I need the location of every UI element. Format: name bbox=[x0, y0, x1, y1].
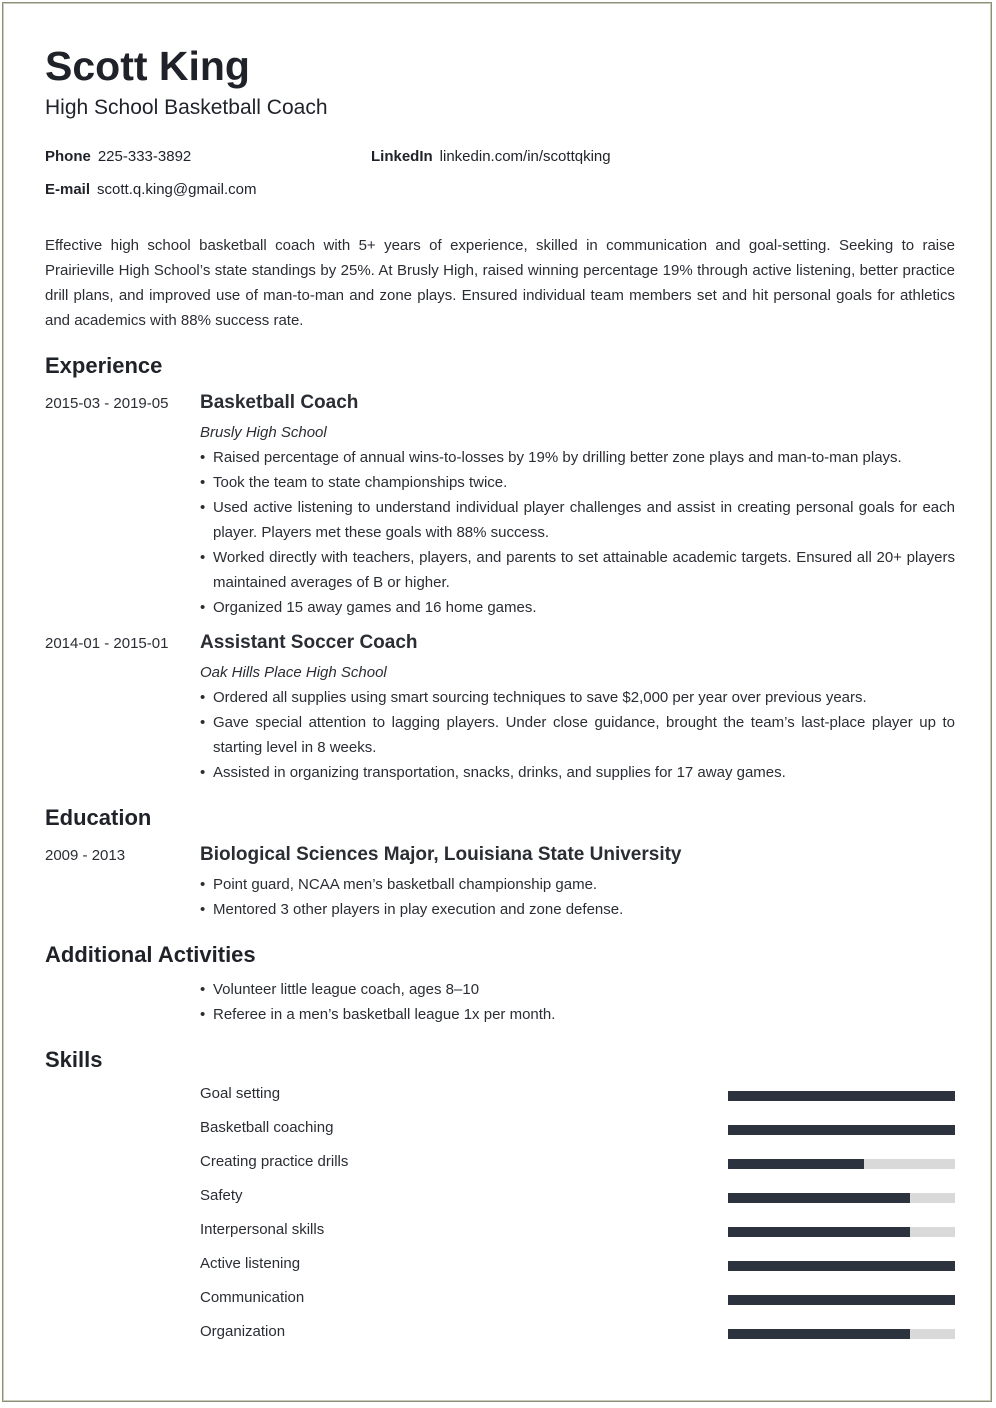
skill-level-fill bbox=[728, 1295, 955, 1305]
job-1-role: Basketball Coach bbox=[200, 392, 359, 413]
list-item: • Ordered all supplies using smart sourcing techniques to save $2,000 per year over previous years. bbox=[200, 685, 955, 710]
skills-heading: Skills bbox=[45, 1047, 103, 1072]
skill-level-fill bbox=[728, 1091, 955, 1101]
contact-phone bbox=[45, 148, 191, 165]
education-bullets bbox=[200, 872, 955, 922]
skill-row bbox=[200, 1119, 955, 1139]
skill-level-fill bbox=[728, 1261, 955, 1271]
linkedin-value: linkedin.com/in/scottqking bbox=[439, 148, 611, 165]
skill-row bbox=[200, 1187, 955, 1207]
skill-level-bar bbox=[728, 1091, 955, 1101]
job-2-bullets bbox=[200, 685, 955, 785]
list-item: • Point guard, NCAA men’s basketball championship game. bbox=[200, 872, 955, 897]
job-1-dates: 2015-03 - 2019-05 bbox=[45, 395, 169, 412]
skill-level-fill bbox=[728, 1227, 910, 1237]
skill-name: Goal setting bbox=[200, 1085, 281, 1102]
candidate-name: Scott King bbox=[45, 43, 250, 89]
skill-name: Interpersonal skills bbox=[200, 1221, 325, 1238]
activities-bullets bbox=[200, 977, 955, 1027]
education-degree: Biological Sciences Major, Louisiana State University bbox=[200, 844, 682, 865]
phone-value: 225-333-3892 bbox=[97, 148, 192, 165]
skill-level-fill bbox=[728, 1159, 864, 1169]
linkedin-label: LinkedIn bbox=[371, 148, 433, 165]
job-2-org: Oak Hills Place High School bbox=[200, 664, 387, 681]
contact-email bbox=[45, 181, 256, 198]
list-item: • Used active listening to understand individual player challenges and assist in creating personal goals for each player. Players met these goals with 88% success. bbox=[200, 495, 955, 545]
job-2-dates: 2014-01 - 2015-01 bbox=[45, 635, 169, 652]
resume-page bbox=[2, 2, 992, 1402]
skill-row bbox=[200, 1323, 955, 1343]
skill-level-bar bbox=[728, 1159, 955, 1169]
skill-level-bar bbox=[728, 1125, 955, 1135]
summary-paragraph: Effective high school basketball coach with 5+ years of experience, skilled in communication and goal-setting. Seeking to raise Prairieville High School’s state standings by 25%. At Brusly High, raised winning percentage 19% through active listening, better practice drill plans, and improved use of man-to-man and zone plays. Ensured individual team members set and hit personal goals for athletics and academics with 88% success rate. bbox=[45, 237, 955, 329]
skill-level-bar bbox=[728, 1193, 955, 1203]
list-item: • Mentored 3 other players in play execution and zone defense. bbox=[200, 897, 955, 922]
candidate-title: High School Basketball Coach bbox=[45, 96, 328, 119]
skill-level-bar bbox=[728, 1329, 955, 1339]
job-1-org: Brusly High School bbox=[200, 424, 327, 441]
skill-level-bar bbox=[728, 1227, 955, 1237]
list-item: • Gave special attention to lagging players. Under close guidance, brought the team’s last-place player up to starting level in 8 weeks. bbox=[200, 710, 955, 760]
skill-name: Active listening bbox=[200, 1255, 301, 1272]
skill-row bbox=[200, 1289, 955, 1309]
skill-level-bar bbox=[728, 1261, 955, 1271]
email-value: scott.q.king@gmail.com bbox=[97, 181, 257, 198]
skill-level-bar bbox=[728, 1295, 955, 1305]
phone-label: Phone bbox=[45, 148, 91, 165]
skill-name: Basketball coaching bbox=[200, 1119, 334, 1136]
skill-row bbox=[200, 1153, 955, 1173]
skill-name: Communication bbox=[200, 1289, 305, 1306]
education-dates: 2009 - 2013 bbox=[45, 847, 126, 864]
skill-row bbox=[200, 1255, 955, 1275]
list-item: • Worked directly with teachers, players, and parents to set attainable academic targets. Ensured all 20+ players maintained averages of B or higher. bbox=[200, 545, 955, 595]
job-2-role: Assistant Soccer Coach bbox=[200, 632, 418, 653]
list-item: • Organized 15 away games and 16 home games. bbox=[200, 595, 955, 620]
education-heading: Education bbox=[45, 805, 152, 830]
list-item: • Assisted in organizing transportation, snacks, drinks, and supplies for 17 away games. bbox=[200, 760, 955, 785]
skill-level-fill bbox=[728, 1329, 910, 1339]
skill-name: Safety bbox=[200, 1187, 243, 1204]
list-item: • Referee in a men’s basketball league 1x per month. bbox=[200, 1002, 955, 1027]
experience-heading: Experience bbox=[45, 353, 163, 378]
skill-level-fill bbox=[728, 1125, 955, 1135]
skill-name: Creating practice drills bbox=[200, 1153, 349, 1170]
contact-linkedin bbox=[371, 148, 611, 165]
list-item: • Raised percentage of annual wins-to-losses by 19% by drilling better zone plays and man-to-man plays. bbox=[200, 445, 955, 470]
activities-heading: Additional Activities bbox=[45, 942, 256, 967]
job-1-bullets bbox=[200, 445, 955, 620]
skill-level-fill bbox=[728, 1193, 910, 1203]
skill-name: Organization bbox=[200, 1323, 286, 1340]
email-label: E-mail bbox=[45, 181, 91, 198]
list-item: • Took the team to state championships twice. bbox=[200, 470, 955, 495]
list-item: • Volunteer little league coach, ages 8–10 bbox=[200, 977, 955, 1002]
skill-row bbox=[200, 1085, 955, 1105]
skill-row bbox=[200, 1221, 955, 1241]
